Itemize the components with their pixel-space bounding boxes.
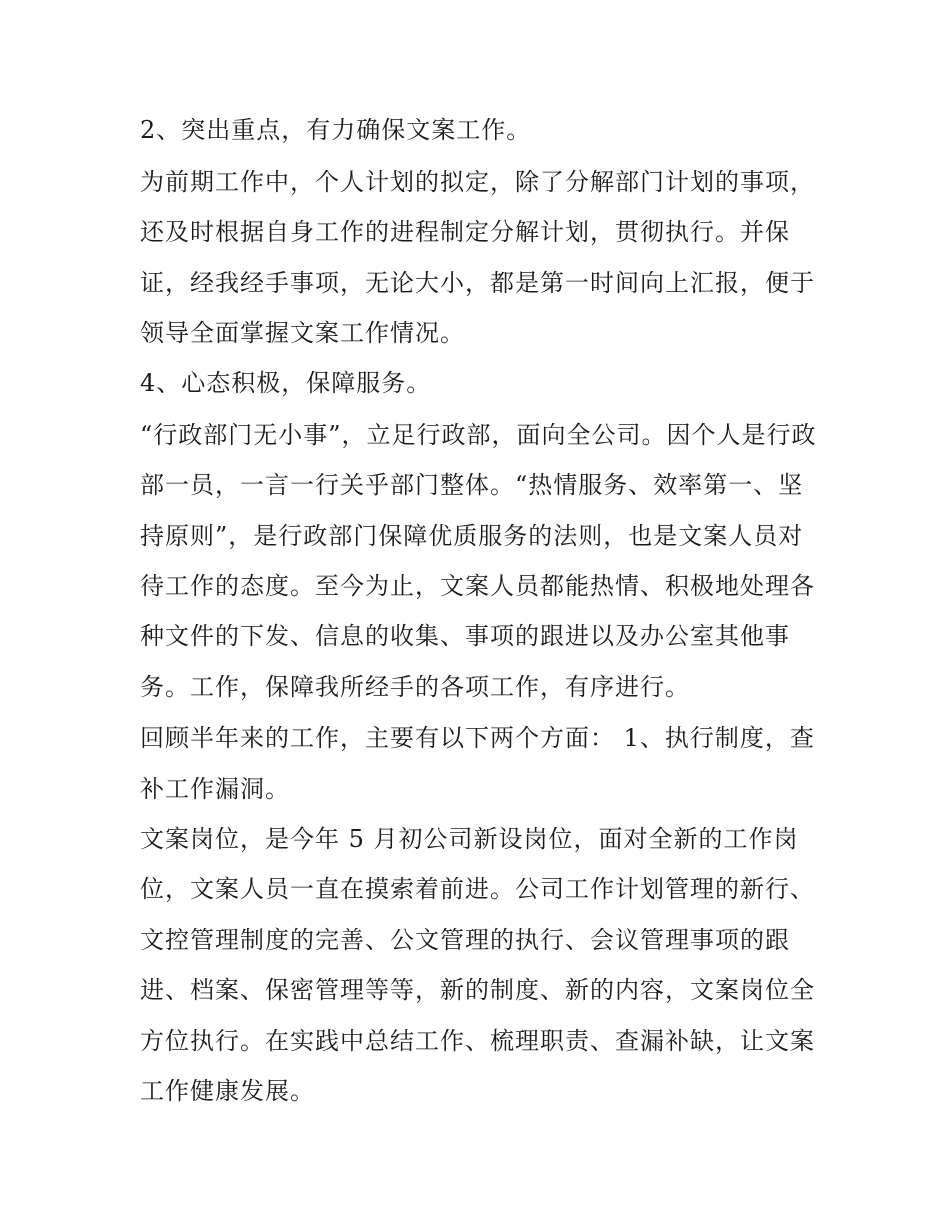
text-line: 位，文案人员一直在摸索着前进。公司工作计划管理的新行、 xyxy=(140,875,815,903)
text-line: 领导全面掌握文案工作情况。 xyxy=(140,319,465,347)
text-line: “行政部门无小事”，立足行政部，面向全公司。因个人是行政 xyxy=(140,421,817,449)
heading-line: 2、突出重点，有力确保文案工作。 xyxy=(140,116,532,144)
text-line: 文案岗位，是今年 5 月初公司新设岗位，面对全新的工作岗 xyxy=(140,825,799,853)
text-line: 还及时根据自身工作的进程制定分解计划，贯彻执行。并保 xyxy=(140,218,790,246)
text-line: 补工作漏洞。 xyxy=(140,775,290,803)
text-line: 部一员，一言一行关乎部门整体。“热情服务、效率第一、坚 xyxy=(140,471,804,499)
text-line: 务。工作，保障我所经手的各项工作，有序进行。 xyxy=(140,673,690,701)
text-line: 证，经我经手事项，无论大小，都是第一时间向上汇报，便于 xyxy=(140,269,815,297)
text-line: 回顾半年来的工作，主要有以下两个方面： 1、执行制度，查 xyxy=(140,724,815,752)
text-line: 方位执行。在实践中总结工作、梳理职责、查漏补缺，让文案 xyxy=(140,1027,815,1055)
text-line: 为前期工作中，个人计划的拟定，除了分解部门计划的事项， xyxy=(140,168,815,196)
text-line: 进、档案、保密管理等等，新的制度、新的内容，文案岗位全 xyxy=(140,976,815,1004)
text-line: 文控管理制度的完善、公文管理的执行、会议管理事项的跟 xyxy=(140,926,790,954)
heading-line: 4、心态积极，保障服务。 xyxy=(140,369,432,397)
text-line: 种文件的下发、信息的收集、事项的跟进以及办公室其他事 xyxy=(140,622,790,650)
text-line: 待工作的态度。至今为止，文案人员都能热情、积极地处理各 xyxy=(140,572,815,600)
text-line: 工作健康发展。 xyxy=(140,1077,315,1105)
text-line: 持原则”，是行政部门保障优质服务的法则，也是文案人员对 xyxy=(140,522,804,550)
